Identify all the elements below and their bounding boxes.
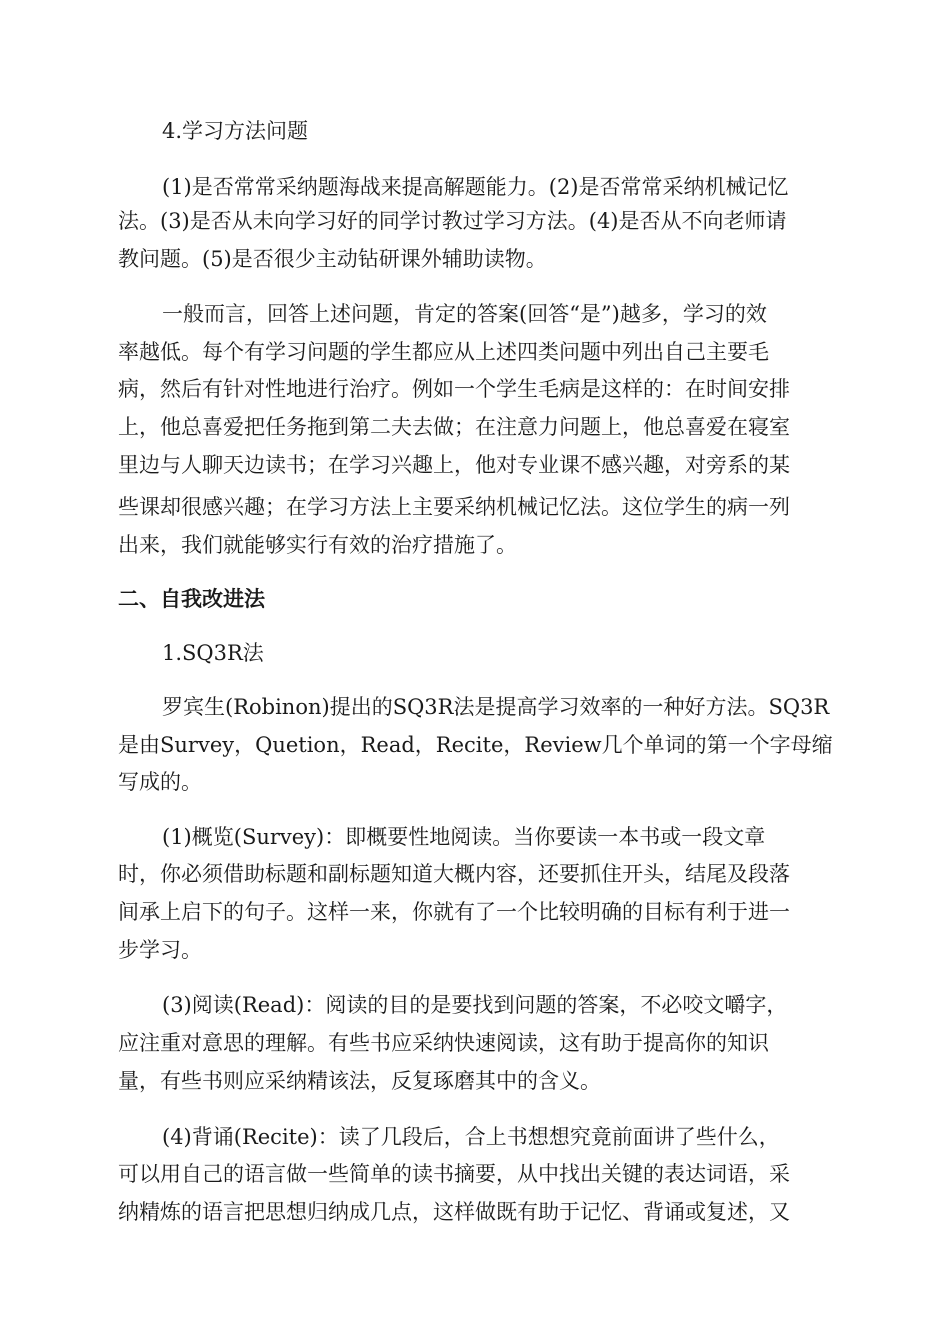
paragraph-line: 是由Survey，Quetion，Read，Recite，Review几个单词的第一个字母缩 — [118, 733, 833, 757]
paragraph-line: 些课却很感兴趣；在学习方法上主要采纳机械记忆法。这位学生的病一列 — [118, 495, 790, 519]
paragraph-line: 时，你必须借助标题和副标题知道大概内容，还要抓住开头，结尾及段落 — [118, 862, 790, 886]
paragraph-line: (4)背诵(Recite)：读了几段后，合上书想想究竟前面讲了些什么， — [162, 1125, 780, 1149]
paragraph-line: 应注重对意思的理解。有些书应采纳快速阅读，这有助于提高你的知识 — [118, 1031, 769, 1055]
paragraph-line: 教问题。(5)是否很少主动钻研课外辅助读物。 — [118, 247, 547, 271]
paragraph-line: 率越低。每个有学习问题的学生都应从上述四类问题中列出自己主要毛 — [118, 340, 769, 364]
paragraph-line: 罗宾生(Robinon)提出的SQ3R法是提高学习效率的一种好方法。SQ3R — [162, 695, 830, 719]
paragraph-line: 上，他总喜爱把任务拖到第二夫去做；在注意力问题上，他总喜爱在寝室 — [118, 415, 790, 439]
section-heading-learning-methods: 4.学习方法问题 — [162, 119, 309, 143]
section-heading-self-improvement: 二、自我改进法 — [118, 587, 265, 611]
paragraph-line: (3)阅读(Read)：阅读的目的是要找到问题的答案，不必咬文嚼字， — [162, 993, 788, 1017]
paragraph-line: 量，有些书则应采纳精该法，反复琢磨其中的含义。 — [118, 1069, 601, 1093]
paragraph-line: 间承上启下的句子。这样一来，你就有了一个比较明确的目标有利于进一 — [118, 900, 790, 924]
paragraph-line: 病，然后有针对性地进行治疗。例如一个学生毛病是这样的：在时间安排 — [118, 377, 790, 401]
paragraph-line: (1)概览(Survey)：即概要性地阅读。当你要读一本书或一段文章 — [162, 825, 766, 849]
paragraph-line: 法。(3)是否从未向学习好的同学讨教过学习方法。(4)是否从不向老师请 — [118, 209, 787, 233]
paragraph-line: 里边与人聊天边读书；在学习兴趣上，他对专业课不感兴趣，对旁系的某 — [118, 453, 790, 477]
paragraph-line: 写成的。 — [118, 770, 202, 794]
paragraph-line: (1)是否常常采纳题海战来提高解题能力。(2)是否常常采纳机械记忆 — [162, 175, 789, 199]
paragraph-line: 一般而言，回答上述问题，肯定的答案(回答“是”)越多，学习的效 — [162, 302, 767, 326]
subheading-sq3r: 1.SQ3R法 — [162, 641, 264, 665]
paragraph-line: 可以用自己的语言做一些简单的读书摘要，从中找出关键的表达词语，采 — [118, 1162, 790, 1186]
paragraph-line: 出来，我们就能够实行有效的治疗措施了。 — [118, 533, 517, 557]
paragraph-line: 步学习。 — [118, 938, 202, 962]
paragraph-line: 纳精炼的语言把思想归纳成几点，这样做既有助于记忆、背诵或复述，又 — [118, 1200, 790, 1224]
